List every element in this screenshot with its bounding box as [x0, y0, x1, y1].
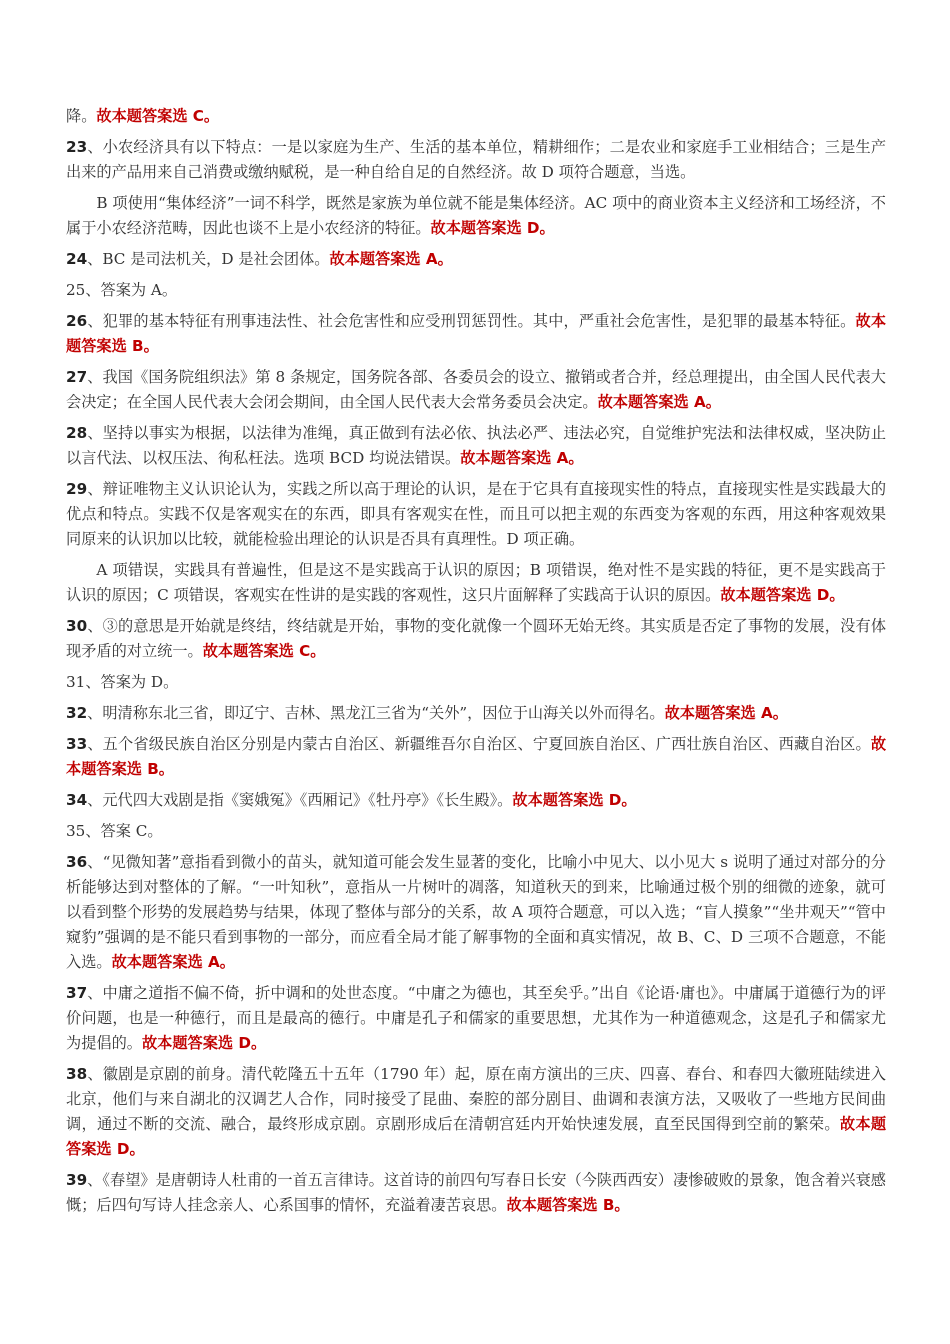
- answer-paragraph: [66, 981, 886, 1056]
- answer-paragraph: [66, 365, 886, 415]
- answer-conclusion: 故本题答案选 C。: [96, 107, 220, 125]
- answer-paragraph: [66, 1168, 886, 1218]
- explanation-text: 、中庸之道指不偏不倚，折中调和的处世态度。“中庸之为德也，其至矣乎。”出自《论语·庸也》。中庸属于道德行为的评价问题，也是一种德行，而且是最高的德行。中庸是孔子和儒家的重要思想，尤其作为一种道德观念，这是孔子和儒家尤为提倡的。: [66, 984, 886, 1052]
- answer-paragraph: [66, 477, 886, 552]
- question-number: 30: [66, 617, 88, 635]
- explanation-text: 31、答案为 D。: [66, 673, 179, 691]
- answer-paragraph: [66, 850, 886, 975]
- question-number: 26: [66, 312, 88, 330]
- question-number: 29: [66, 480, 88, 498]
- answer-conclusion: 故本题答案选 B。: [66, 735, 886, 778]
- question-number: 28: [66, 424, 88, 442]
- question-number: 34: [66, 791, 88, 809]
- explanation-text: 、明清称东北三省，即辽宁、吉林、黑龙江三省为“关外”，因位于山海关以外而得名。: [87, 704, 665, 722]
- answer-paragraph: [66, 309, 886, 359]
- answer-conclusion: 故本题答案选 B。: [506, 1196, 630, 1214]
- explanation-text: 、犯罪的基本特征有刑事违法性、社会危害性和应受刑罚惩罚性。其中，严重社会危害性，是犯罪的最基本特征。: [87, 312, 856, 330]
- answer-paragraph: [66, 614, 886, 664]
- explanation-text: 、元代四大戏剧是指《窦娥冤》《西厢记》《牡丹亭》《长生殿》。: [87, 791, 513, 809]
- explanation-text: 、辩证唯物主义认识论认为，实践之所以高于理论的认识，是在于它具有直接现实性的特点，直接现实性是实践最大的优点和特点。实践不仅是客观实在的东西，即具有客观实在性，而且可以把主观的东西变为客观的东西，用这种客观效果同原来的认识加以比较，就能检验出理论的认识是否具有真理性。D 项正确。: [66, 480, 886, 548]
- explanation-text: 、小农经济具有以下特点：一是以家庭为生产、生活的基本单位，精耕细作；二是农业和家庭手工业相结合；三是生产出来的产品用来自己消费或缴纳赋税，是一种自给自足的自然经济。故 D 项符合题意，当选。: [66, 138, 886, 181]
- answer-paragraph: [66, 788, 886, 813]
- explanation-text: 、五个省级民族自治区分别是内蒙古自治区、新疆维吾尔自治区、宁夏回族自治区、广西壮族自治区、西藏自治区。: [87, 735, 871, 753]
- explanation-text: 、坚持以事实为根据，以法律为准绳，真正做到有法必依、执法必严、违法必究，自觉维护宪法和法律权威，坚决防止以言代法、以权压法、徇私枉法。选项 BCD 均说法错误。: [66, 424, 886, 467]
- answer-conclusion: 故本题答案选 A。: [664, 704, 788, 722]
- answer-paragraph: [66, 421, 886, 471]
- answer-conclusion: 故本题答案选 D。: [430, 219, 555, 237]
- answer-paragraph: [66, 278, 886, 303]
- explanation-text: 、《春望》是唐朝诗人杜甫的一首五言律诗。这首诗的前四句写春日长安（今陕西西安）凄惨破败的景象，饱含着兴衰感慨；后四句写诗人挂念亲人、心系国事的情怀，充溢着凄苦哀思。: [66, 1171, 886, 1214]
- question-number: 38: [66, 1065, 88, 1083]
- question-number: 36: [66, 853, 88, 871]
- answer-paragraph: [66, 819, 886, 844]
- question-number: 24: [66, 250, 88, 268]
- explanation-text: 、我国《国务院组织法》第 8 条规定，国务院各部、各委员会的设立、撤销或者合并，经总理提出，由全国人民代表大会决定；在全国人民代表大会闭会期间，由全国人民代表大会常务委员会决定。: [66, 368, 886, 411]
- explanation-text: A 项错误，实践具有普遍性，但是这不是实践高于认识的原因；B 项错误，绝对性不是实践的特征，更不是实践高于认识的原因；C 项错误，客观实在性讲的是实践的客观性，这只片面解释了实践高于认识的原因。: [66, 561, 886, 604]
- answer-paragraph: [66, 670, 886, 695]
- answer-conclusion: 故本题答案选 D。: [720, 586, 845, 604]
- question-number: 32: [66, 704, 88, 722]
- answer-paragraph: [66, 104, 886, 129]
- answer-conclusion: 故本题答案选 D。: [512, 791, 637, 809]
- answer-conclusion: 故本题答案选 A。: [329, 250, 453, 268]
- explanation-text: 35、答案 C。: [66, 822, 163, 840]
- answer-paragraph: [66, 191, 886, 241]
- explanation-text: 、“见微知著”意指看到微小的苗头，就知道可能会发生显著的变化，比喻小中见大、以小见大 s 说明了通过对部分的分析能够达到对整体的了解。“一叶知秋”，意指从一片树叶的凋落，知道秋天的到来，比喻通过极个别的细微的迹象，就可以看到整个形势的发展趋势与结果，体现了整体与部分的关系，故 A 项符合题意，可以入选；“盲人摸象”“坐井观天”“管中窥豹”强调的是不能只看到事物的一部分，而应看全局才能了解事物的全面和真实情况，故 B、C、D 三项不合题意，不能入选。: [66, 853, 886, 971]
- answer-conclusion: 故本题答案选 C。: [202, 642, 326, 660]
- explanation-text: 降。: [66, 107, 97, 125]
- question-number: 23: [66, 138, 88, 156]
- document-page: [66, 104, 886, 1224]
- explanation-text: B 项使用“集体经济”一词不科学，既然是家族为单位就不能是集体经济。AC 项中的商业资本主义经济和工场经济，不属于小农经济范畴，因此也谈不上是小农经济的特征。: [66, 194, 886, 237]
- answer-paragraph: [66, 558, 886, 608]
- question-number: 39: [66, 1171, 88, 1189]
- answer-conclusion: 故本题答案选 A。: [597, 393, 721, 411]
- answer-conclusion: 故本题答案选 D。: [141, 1034, 267, 1052]
- answer-paragraph: [66, 1062, 886, 1162]
- answer-conclusion: 故本题答案选 B。: [66, 312, 887, 355]
- answer-conclusion: 故本题答案选 A。: [111, 953, 235, 971]
- answer-paragraph: [66, 135, 886, 185]
- answer-paragraph: [66, 701, 886, 726]
- question-number: 27: [66, 368, 88, 386]
- answer-paragraph: [66, 732, 886, 782]
- explanation-text: 、BC 是司法机关，D 是社会团体。: [87, 250, 330, 268]
- answer-conclusion: 故本题答案选 D。: [66, 1115, 887, 1158]
- question-number: 33: [66, 735, 88, 753]
- answer-conclusion: 故本题答案选 A。: [460, 449, 584, 467]
- answer-paragraph: [66, 247, 886, 272]
- explanation-text: 25、答案为 A。: [66, 281, 178, 299]
- question-number: 37: [66, 984, 88, 1002]
- explanation-text: 、③的意思是开始就是终结，终结就是开始，事物的变化就像一个圆环无始无终。其实质是否定了事物的发展，没有体现矛盾的对立统一。: [66, 617, 886, 660]
- explanation-text: 、徽剧是京剧的前身。清代乾隆五十五年（1790 年）起，原在南方演出的三庆、四喜、春台、和春四大徽班陆续进入北京，他们与来自湖北的汉调艺人合作，同时接受了昆曲、秦腔的部分剧目、曲调和表演方法，又吸收了一些地方民间曲调，通过不断的交流、融合，最终形成京剧。京剧形成后在清朝宫廷内开始快速发展，直至民国得到空前的繁荣。: [66, 1065, 886, 1133]
